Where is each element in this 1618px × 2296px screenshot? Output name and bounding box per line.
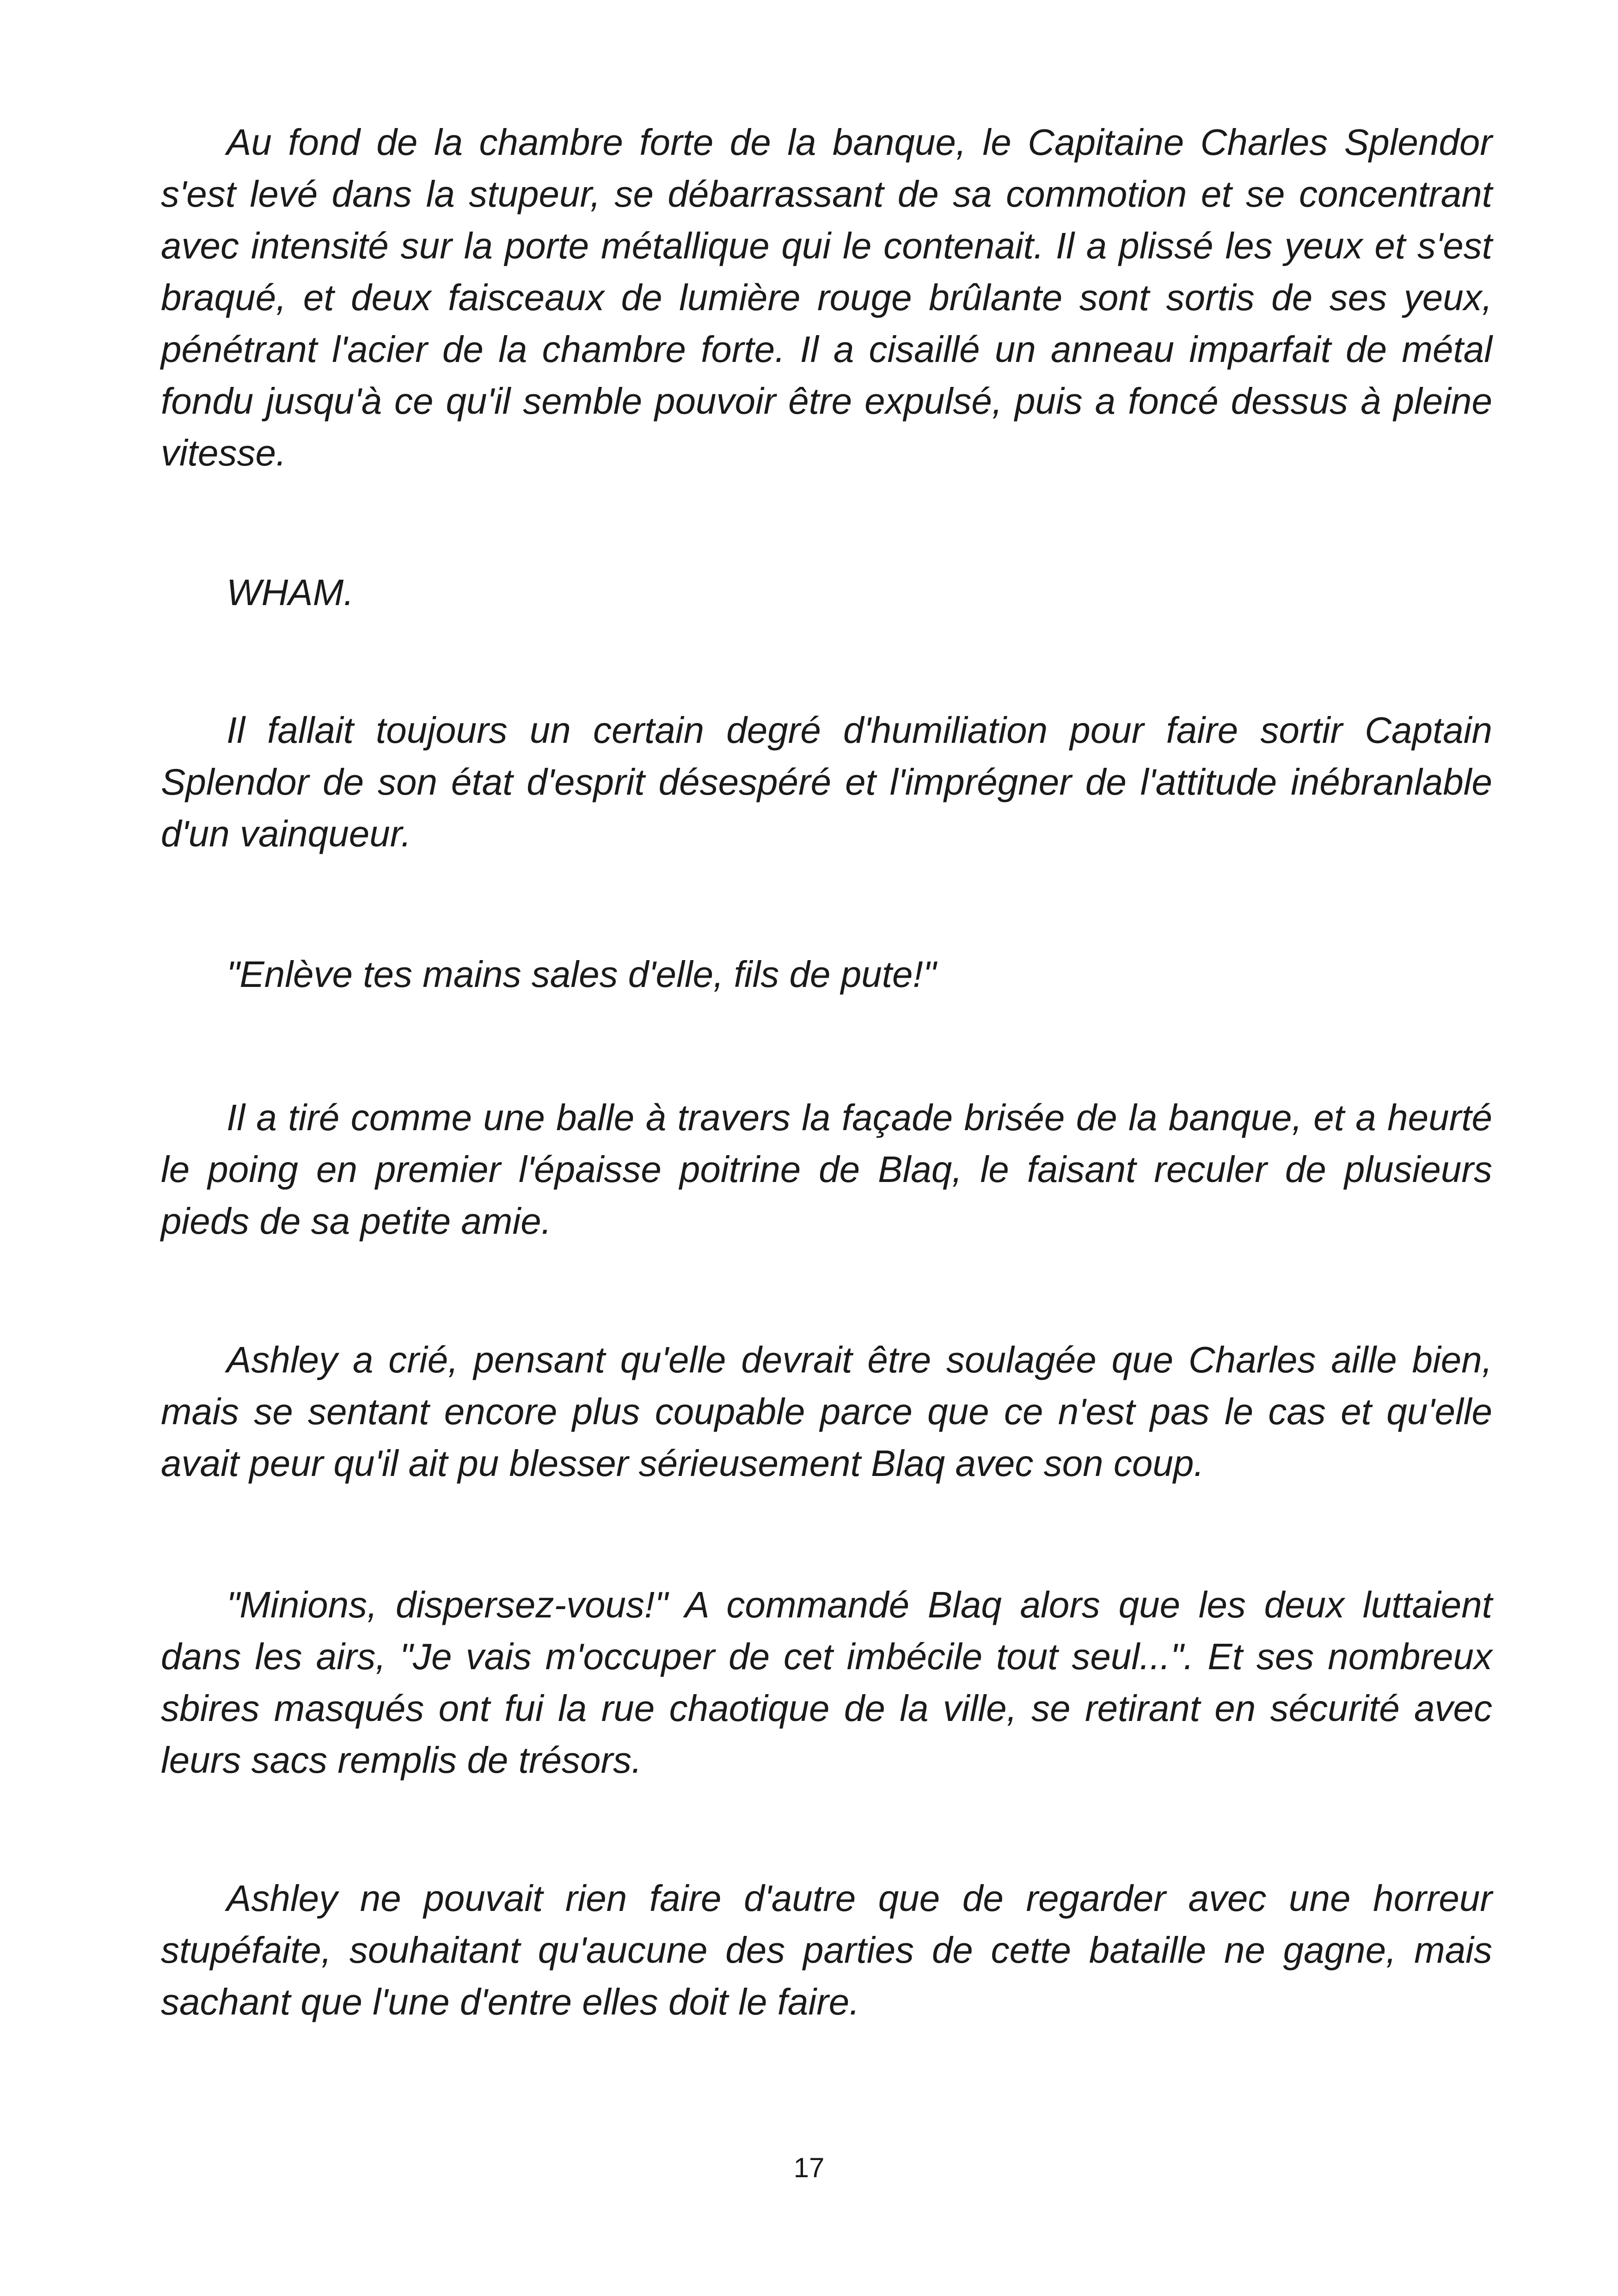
- paragraph-4: "Enlève tes mains sales d'elle, fils de pute!": [227, 954, 937, 995]
- paragraph-8: Ashley ne pouvait rien faire d'autre que de regarder avec une horreur stupéfaite, souhaitant qu'aucune des parties de cette bataille ne gagne, mais sachant que l'une d'entre elles doit le faire.: [161, 1878, 1492, 2022]
- paragraph-3: Il fallait toujours un certain degré d'humiliation pour faire sortir Captain Splendor de son état d'esprit désespéré et l'imprégner de l'attitude inébranlable d'un vainqueur.: [161, 710, 1492, 854]
- paragraph-2: WHAM.: [227, 572, 354, 613]
- paragraph-1: Au fond de la chambre forte de la banque, le Capitaine Charles Splendor s'est levé dans la stupeur, se débarrassant de sa commotion et se concentrant avec intensité sur la porte métallique qui le contenait. Il a plissé les yeux et s'est braqué, et deux faisceaux de lumière rouge brûlante sont sortis de ses yeux, pénétrant l'acier de la chambre forte. Il a cisaillé un anneau imparfait de métal fondu jusqu'à ce qu'il semble pouvoir être expulsé, puis a foncé dessus à pleine vitesse.: [161, 122, 1492, 473]
- paragraph-5: Il a tiré comme une balle à travers la façade brisée de la banque, et a heurté le poing en premier l'épaisse poitrine de Blaq, le faisant reculer de plusieurs pieds de sa petite amie.: [161, 1097, 1492, 1242]
- paragraph-6: Ashley a crié, pensant qu'elle devrait être soulagée que Charles aille bien, mais se sentant encore plus coupable parce que ce n'est pas le cas et qu'elle avait peur qu'il ait pu blesser sérieusement Blaq avec son coup.: [161, 1339, 1492, 1484]
- page-number: 17: [793, 2152, 825, 2183]
- paragraph-7: "Minions, dispersez-vous!" A commandé Blaq alors que les deux luttaient dans les airs, "Je vais m'occuper de cet imbécile tout seul...". Et ses nombreux sbires masqués ont fui la rue chaotique de la ville, se retirant en sécurité avec leurs sacs remplis de trésors.: [161, 1584, 1492, 1781]
